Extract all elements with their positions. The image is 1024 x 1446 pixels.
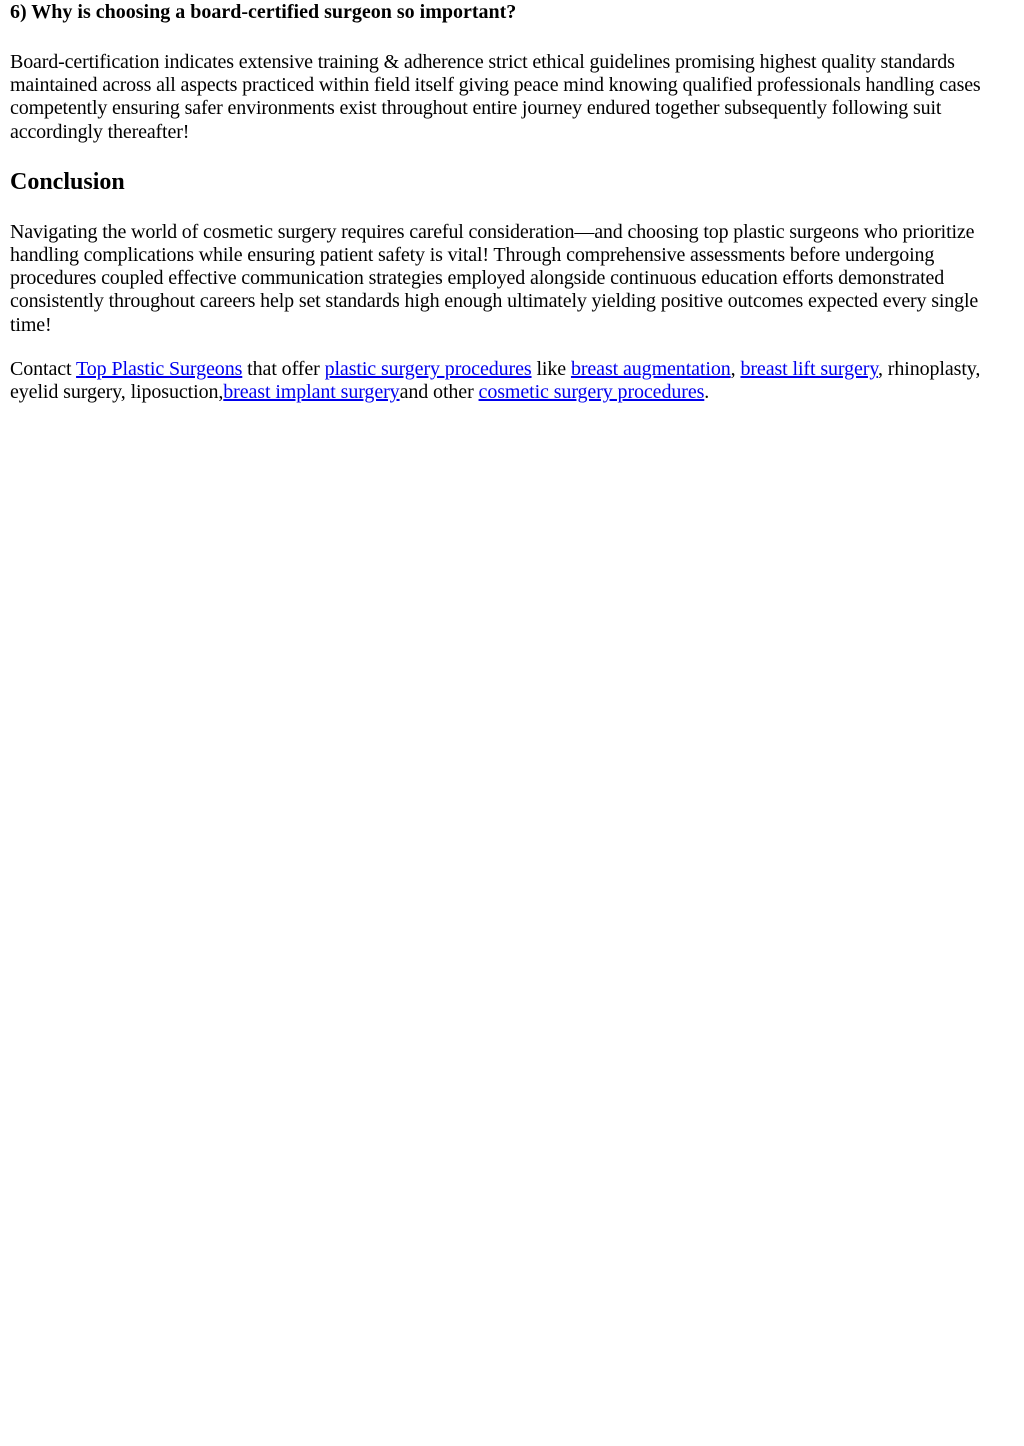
cosmetic-surgery-procedures-link[interactable]: cosmetic surgery procedures <box>478 381 705 404</box>
breast-lift-surgery-link[interactable]: breast lift surgery <box>740 357 878 380</box>
contact-intro-text: Contact <box>10 357 77 380</box>
article-body <box>0 0 1024 404</box>
contact-that-offer-text: that offer <box>242 357 325 380</box>
faq-question: 6) Why is choosing a board-certified surgeon so important? <box>10 1 517 23</box>
contact-like-text: like <box>531 357 571 380</box>
contact-paragraph <box>10 358 1014 404</box>
conclusion-paragraph: Navigating the world of cosmetic surgery requires careful consideration—and choosing top plastic surgeons who prioritize handling complications while ensuring patient safety is vital! Through comprehensive assessments before undergoing procedures coupled effective communication strategies employed alongside continuous education efforts demonstrated consistently throughout careers help set standards high enough ultimately yielding positive outcomes expected every single time! <box>10 220 979 336</box>
contact-end-text: . <box>704 381 710 404</box>
contact-comma-text: , <box>730 357 741 380</box>
plastic-surgery-procedures-link[interactable]: plastic surgery procedures <box>324 357 532 380</box>
contact-middle-text: , rhinoplasty, eyelid surgery, liposuction, <box>10 357 981 404</box>
contact-and-other-text: and other <box>399 381 479 404</box>
breast-augmentation-link[interactable]: breast augmentation <box>570 357 731 380</box>
conclusion-heading: Conclusion <box>10 168 125 195</box>
breast-implant-surgery-link[interactable]: breast implant surgery <box>223 381 400 404</box>
top-plastic-surgeons-link[interactable]: Top Plastic Surgeons <box>76 357 243 380</box>
faq-answer: Board-certification indicates extensive training & adherence strict ethical guidelines promising highest quality standards maintained across all aspects practiced within field itself giving peace mind knowing qualified professionals handling cases competently ensuring safer environments exist throughout entire journey endured together subsequently following suit accordingly thereafter! <box>10 51 981 143</box>
